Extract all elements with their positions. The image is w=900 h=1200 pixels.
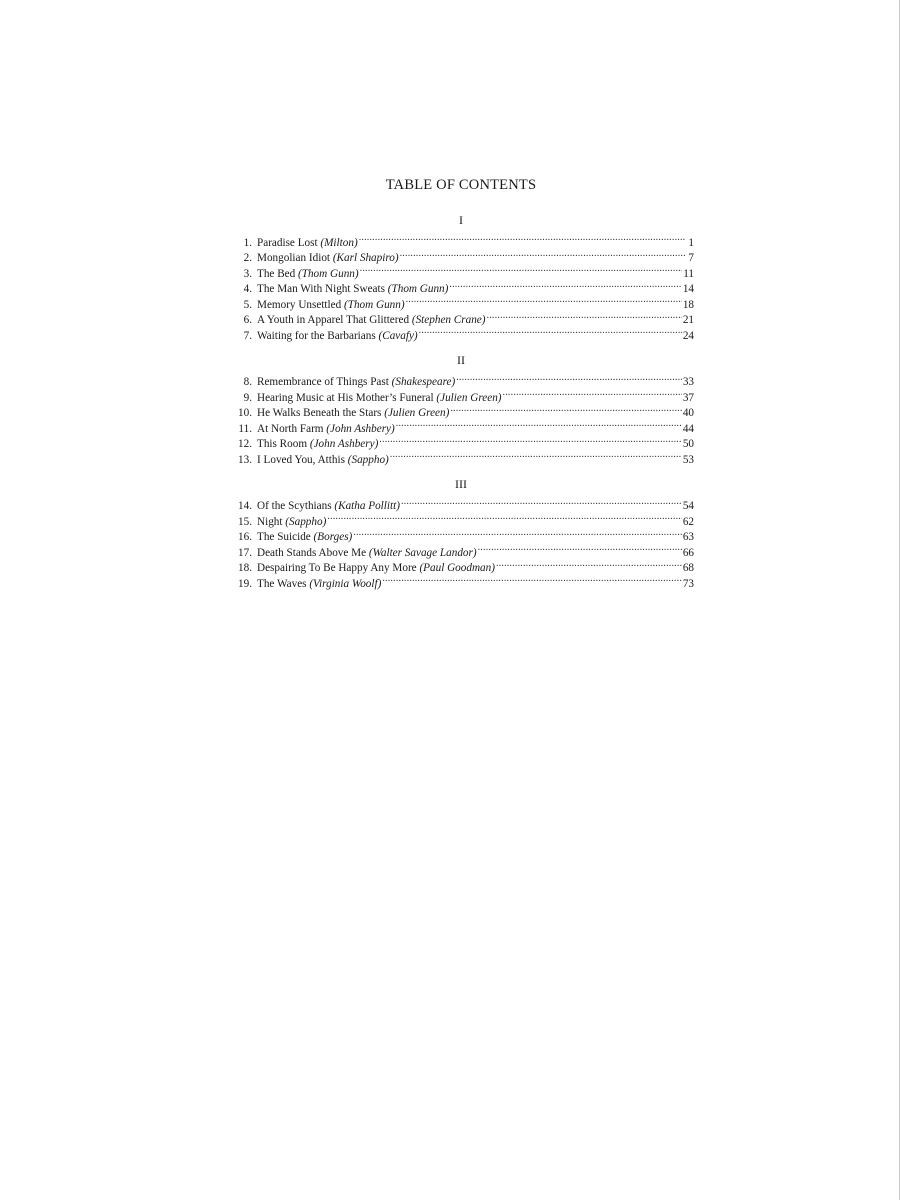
entry-author: (Sappho) [285,515,327,528]
entry-title: Paradise Lost [257,236,318,249]
entry-number: 17. [238,546,252,559]
entry-title: Mongolian Idiot [257,252,331,264]
entry-number: 8. [243,376,252,388]
dot-leader [359,230,685,246]
section-numeral: I [459,213,463,227]
entry-author: (Julien Green) [384,407,450,419]
entry-page-number: 14 [682,283,694,295]
entry-number: 3. [243,267,252,280]
entry-text [257,577,381,593]
entry-author: (Paul Goodman) [419,562,495,574]
entry-number: 13. [238,453,252,466]
entry-author: (Milton) [320,236,358,249]
entry-page-number: 11 [683,267,694,280]
entry-text [257,298,405,314]
dot-leader [390,447,682,463]
entry-page-number: 24 [682,329,694,342]
toc-section [226,476,696,590]
entry-text [257,546,477,562]
dot-leader [419,323,682,339]
entry-author: (Walter Savage Landor) [368,546,477,559]
dot-leader [456,370,682,386]
entry-author: (Sappho) [347,453,389,466]
entry-author: (Thom Gunn) [387,283,449,295]
entry-author: (Virginia Woolf) [309,577,382,590]
entry-title: He Walks Beneath the Stars [257,407,382,419]
table-of-contents [226,176,696,601]
dot-leader [400,246,685,262]
entry-page-number: 21 [682,314,694,326]
entry-number: 10. [238,407,252,419]
dot-leader [450,401,681,417]
entry-title: Remembrance of Things Past [257,376,389,388]
entry-title: This Room [257,438,308,450]
entry-author: (Borges) [313,531,353,543]
entry-title: Of the Scythians [257,500,332,512]
entry-text [257,437,378,453]
entry-page-number: 68 [682,562,694,574]
entry-page-number: 37 [682,391,694,404]
section-numeral: II [457,352,465,367]
entry-title: Night [257,515,283,528]
toc-entry[interactable] [226,370,696,386]
entry-title: Hearing Music at His Mother’s Funeral [257,391,434,404]
dot-leader [503,385,682,401]
entry-text [257,530,352,546]
dot-leader [487,308,682,324]
entry-title: The Suicide [257,531,311,543]
dot-leader [406,292,682,308]
entry-number: 15. [238,515,252,528]
entry-title: At North Farm [257,422,324,435]
entry-title: The Bed [257,267,296,280]
entry-author: (Karl Shapiro) [332,252,399,264]
dot-leader [353,525,682,541]
entry-title: Despairing To Be Happy Any More [257,562,417,574]
entry-number: 11. [238,422,252,435]
dot-leader [401,494,682,510]
entry-page-number: 7 [688,252,694,264]
dot-leader [449,277,681,293]
entry-author: (Cavafy) [378,329,418,342]
entry-number: 14. [238,500,252,512]
entry-page-number: 1 [688,236,694,249]
dot-leader [478,540,682,556]
entry-title: The Man With Night Sweats [257,283,385,295]
entry-title: A Youth in Apparel That Glittered [257,314,410,326]
toc-sections [226,213,696,590]
entry-author: (Thom Gunn) [344,298,405,311]
dot-leader [379,432,682,448]
toc-section [226,213,696,342]
section-numeral: III [455,476,467,491]
entry-number: 19. [238,577,252,590]
entry-text [257,329,418,345]
entry-number: 16. [238,531,252,543]
dot-leader [396,416,682,432]
dot-leader [382,571,681,587]
entry-author: (Stephen Crane) [411,314,486,326]
toc-entry[interactable] [226,230,696,249]
entry-number: 12. [238,438,252,450]
entry-author: (Thom Gunn) [298,267,359,280]
entry-title: Memory Unsettled [257,298,342,311]
entry-number: 7. [243,329,252,342]
entry-page-number: 50 [682,438,694,450]
toc-entry[interactable] [226,494,696,510]
entry-number: 6. [243,314,252,326]
entry-text [257,453,389,469]
entry-page-number: 40 [682,407,694,419]
entry-number: 9. [243,391,252,404]
entry-text [257,515,326,531]
entry-author: (Katha Pollitt) [334,500,400,512]
entry-title: Waiting for the Barbarians [257,329,376,342]
entry-page-number: 62 [682,515,694,528]
toc-section [226,352,696,466]
entry-number: 2. [243,252,252,264]
dot-leader [496,556,682,572]
entry-text [257,236,358,252]
entry-page-number: 53 [682,453,694,466]
entry-title: I Loved You, Atthis [257,453,345,466]
entry-number: 5. [243,298,252,311]
entry-text [257,422,395,438]
entry-page-number: 54 [682,500,694,512]
dot-leader [327,509,682,525]
entry-text [257,375,455,391]
dot-leader [360,261,683,277]
entry-page-number: 73 [682,577,694,590]
entry-number: 4. [243,283,252,295]
entry-page-number: 33 [682,376,694,388]
entry-author: (John Ashbery) [326,422,395,435]
entry-text [257,267,359,283]
entry-page-number: 66 [682,546,694,559]
toc-title: TABLE OF CONTENTS [385,177,537,193]
entry-author: (Julien Green) [436,391,502,404]
entry-page-number: 18 [682,298,694,311]
entry-page-number: 63 [682,531,694,543]
entry-number: 1. [243,236,252,249]
entry-number: 18. [238,562,252,574]
entry-page-number: 44 [682,422,694,435]
entry-title: Death Stands Above Me [257,546,367,559]
entry-author: (Shakespeare) [391,376,456,388]
entry-author: (John Ashbery) [309,438,379,450]
entry-title: The Waves [257,577,307,590]
